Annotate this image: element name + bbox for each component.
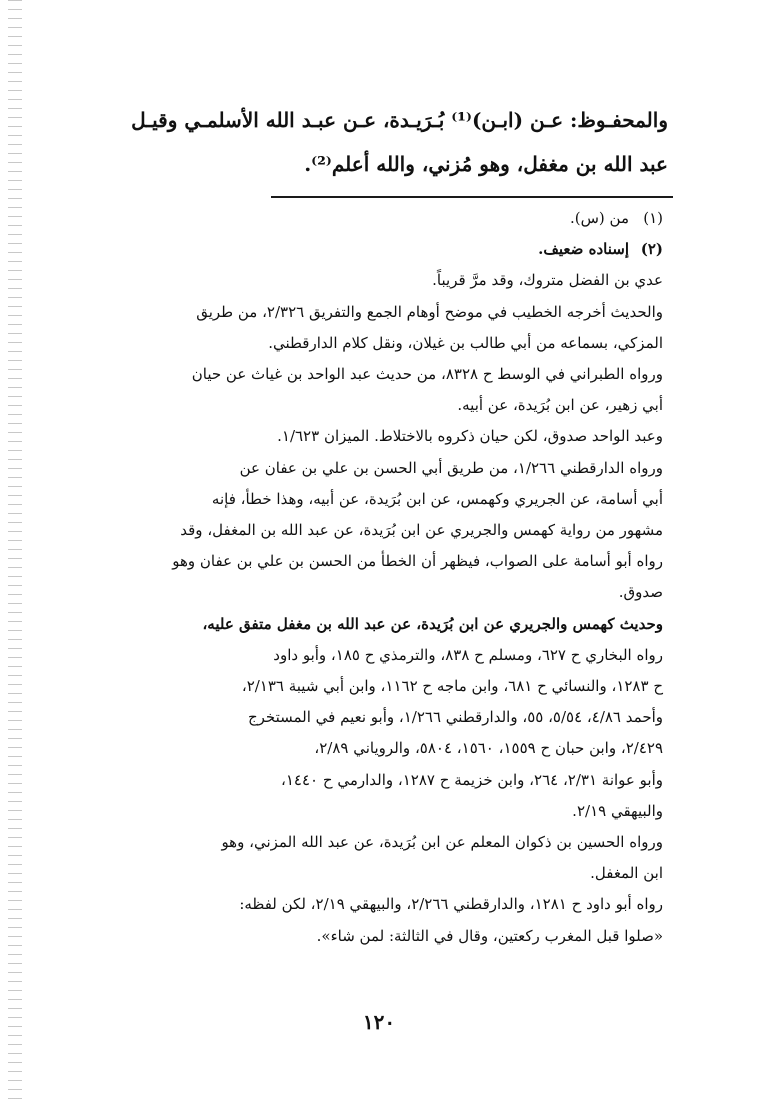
note-line: رواه البخاري ح ٦٢٧، ومسلم ح ٨٣٨، والترمذي ح ١٨٥، وأبو داود [273, 645, 663, 664]
note-line: «صلوا قبل المغرب ركعتين، وقال في الثالثة: لمن شاء». [316, 926, 663, 945]
note-line: المزكي، بسماعه من أبي طالب بن غيلان، ونقل كلام الدارقطني. [268, 333, 663, 352]
note-line: رواه أبو أسامة على الصواب، فيظهر أن الخطأ من الحسن بن علي بن عفان وهو [172, 552, 663, 571]
footnote-2 [95, 234, 663, 265]
footnote-2-text: إسناده ضعيف. [538, 240, 629, 259]
note-line: ورواه الطبراني في الوسط ح ٨٣٢٨، من حديث عبد الواحد بن غياث عن حيان [191, 365, 663, 384]
footnote-1 [95, 203, 663, 234]
footnote-1-number: (١) [643, 209, 663, 227]
footnotes [95, 203, 663, 952]
note-line: ح ١٢٨٣، والنسائي ح ٦٨١، وابن ماجه ح ١١٦٢، وابن أبي شيبة ٢/١٣٦، [241, 677, 663, 696]
footnote-1-text: من (س). [569, 209, 629, 227]
note-line: رواه أبو داود ح ١٢٨١، والدارقطني ٢/٢٦٦، والبيهقي ٢/١٩، لكن لفظه: [239, 895, 663, 914]
note-line: وحديث كهمس والجريري عن ابن بُرَيدة، عن عبد الله بن مغفل متفق عليه، [202, 614, 663, 633]
main-line-1: والمحفـوظ: عـن (ابـن)⁽¹⁾ بُـرَيـدة، عـن عبـد الله الأسلمـي وقيـل [131, 108, 668, 132]
note-line: صدوق. [618, 583, 663, 602]
note-line: أبي زهير، عن ابن بُرَيدة، عن أبيه. [457, 396, 663, 415]
note-line: عدي بن الفضل متروك، وقد مرَّ قريباً. [432, 271, 663, 290]
note-line: والحديث أخرجه الخطيب في موضح أوهام الجمع والتفريق ٢/٣٢٦، من طريق [196, 302, 663, 321]
note-line: أبي أسامة، عن الجريري وكهمس، عن ابن بُرَيدة، عن أبيه، وهذا خطأ، فإنه [211, 489, 663, 508]
page-number: ١٢٠ [362, 1010, 396, 1034]
note-line: وأبو عوانة ٢/٣١، ٢٦٤، وابن خزيمة ح ١٢٨٧، والدارمي ح ١٤٤٠، [281, 770, 663, 789]
main-text [80, 98, 668, 186]
note-line: مشهور من رواية كهمس والجريري عن ابن بُرَيدة، عن عبد الله بن المغفل، وقد [180, 521, 663, 540]
note-line: وعبد الواحد صدوق، لكن حيان ذكروه بالاختلاط. الميزان ١/٦٢٣. [277, 427, 663, 446]
note-line: ابن المغفل. [590, 864, 663, 883]
note-line: وأحمد ٤/٨٦، ٥/٥٤، ٥٥، والدارقطني ١/٢٦٦، وأبو نعيم في المستخرج [247, 708, 663, 727]
footnote-2-number: (٢) [640, 240, 663, 259]
note-line: ٢/٤٢٩، وابن حبان ح ١٥٥٩، ١٥٦٠، ٥٨٠٤، والروياني ٢/٨٩، [314, 739, 663, 758]
binding-edge [8, 0, 22, 1100]
note-line: والبيهقي ٢/١٩. [572, 801, 663, 820]
main-line-2: عبد الله بن مغفل، وهو مُزني، والله أعلم⁽²⁾. [304, 152, 668, 176]
note-line: ورواه الحسين بن ذكوان المعلم عن ابن بُرَيدة، عن عبد الله المزني، وهو [221, 833, 663, 852]
note-line: ورواه الدارقطني ١/٢٦٦، من طريق أبي الحسن بن علي بن عفان عن [239, 458, 663, 477]
footnote-separator [271, 196, 673, 198]
